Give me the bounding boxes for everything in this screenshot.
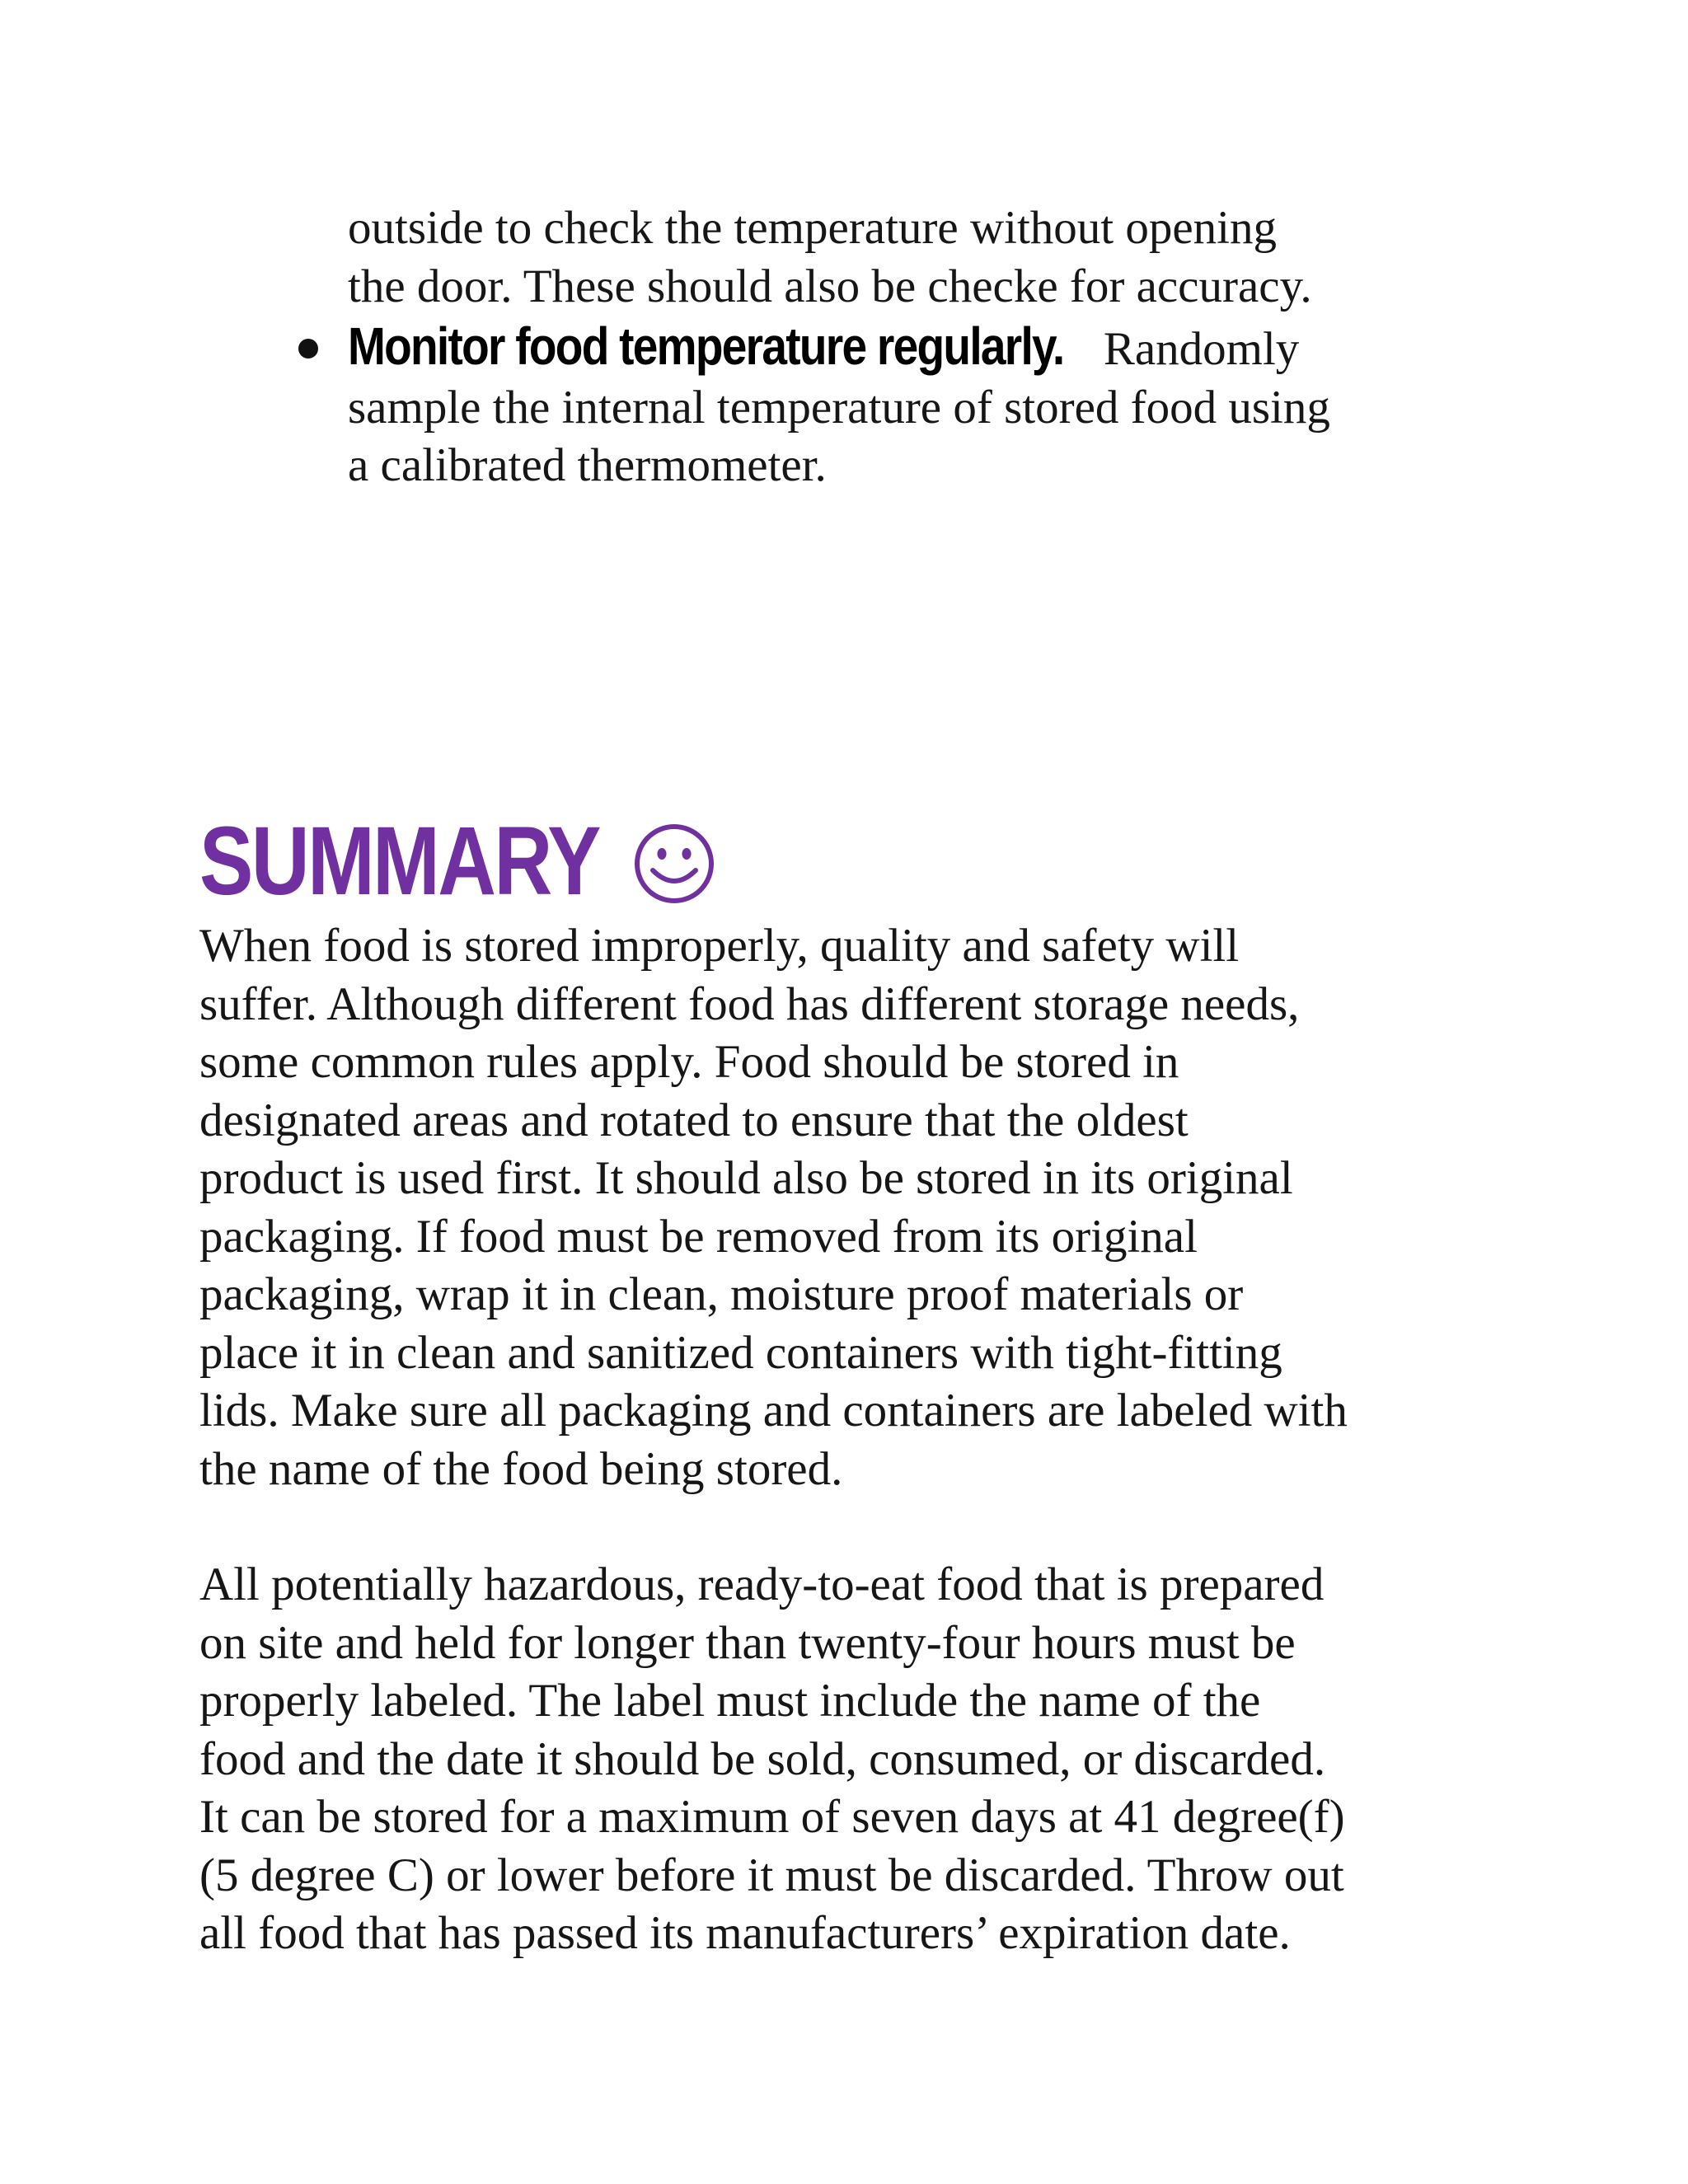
summary-title: SUMMARY	[199, 807, 599, 916]
text-line: lids. Make sure all packaging and containers are labeled with	[199, 1385, 1348, 1436]
text-line: packaging. If food must be removed from its original	[199, 1210, 1198, 1263]
bullet-list	[348, 199, 1502, 495]
bullet-dot-icon	[298, 339, 318, 359]
text-line: product is used first. It should also be stored in its original	[199, 1152, 1293, 1204]
text-line: All potentially hazardous, ready-to-eat food that is prepared	[199, 1558, 1325, 1610]
smiley-face-icon	[633, 823, 715, 905]
text-line: properly labeled. The label must include the name of the	[199, 1675, 1261, 1727]
text-line: food and the date it should be sold, consumed, or discarded.	[199, 1732, 1326, 1785]
text-line: the door. These should also be checke for accuracy.	[348, 260, 1312, 312]
bullet-text-start: Randomly	[1103, 323, 1300, 375]
text-line: It can be stored for a maximum of seven days at 41 degree(f)	[199, 1791, 1345, 1843]
text-line: a calibrated thermometer.	[348, 439, 827, 491]
text-line: When food is stored improperly, quality and safety will	[199, 920, 1240, 972]
summary-paragraph-2	[199, 1556, 1518, 1963]
bullet-item-monitor-temperature	[348, 317, 1502, 495]
bullet-heading: Monitor food temperature regularly.	[348, 316, 1064, 376]
text-line: packaging, wrap it in clean, moisture proof materials or	[199, 1268, 1244, 1320]
bullet-continuation	[348, 199, 1502, 316]
summary-paragraph-1	[199, 917, 1518, 1498]
text-line: some common rules apply. Food should be stored in	[199, 1036, 1179, 1088]
text-line: all food that has passed its manufacturers’ expiration date.	[199, 1907, 1291, 1959]
text-line: suffer. Although different food has different storage needs,	[199, 977, 1300, 1030]
summary-section	[199, 807, 1518, 1963]
text-line: the name of the food being stored.	[199, 1442, 843, 1495]
text-line: place it in clean and sanitized containers with tight-fitting	[199, 1326, 1282, 1379]
text-line	[348, 317, 1502, 379]
text-line: on site and held for longer than twenty-four hours must be	[199, 1616, 1296, 1669]
summary-heading	[199, 807, 1518, 916]
text-line: designated areas and rotated to ensure that the oldest	[199, 1094, 1189, 1146]
text-line: sample the internal temperature of stored food using	[348, 381, 1330, 434]
text-line: outside to check the temperature without opening	[348, 202, 1278, 254]
text-line: (5 degree C) or lower before it must be discarded. Throw out	[199, 1849, 1344, 1901]
